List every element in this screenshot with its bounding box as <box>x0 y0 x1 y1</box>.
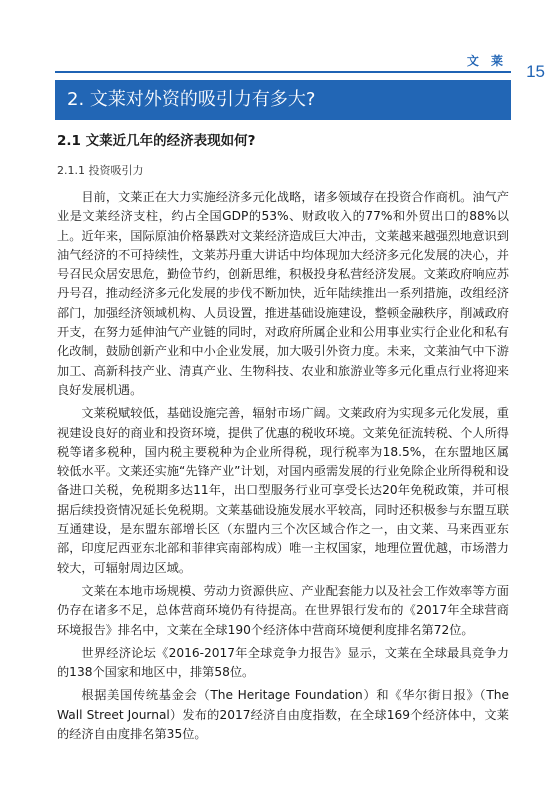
header-rule <box>55 71 511 73</box>
paragraph: 文莱在本地市场规模、劳动力资源供应、产业配套能力以及社会工作效率等方面仍存在诸多不足，总体营商环境仍有待提高。在世界银行发布的《2017年全球营商环境报告》排名中，文莱在全球190个经济体中营商环境便利度排名第72位。 <box>57 583 509 637</box>
body-text <box>57 188 509 748</box>
subsubsection-title: 2.1.1 投资吸引力 <box>57 164 144 177</box>
paragraph: 根据美国传统基金会（The Heritage Foundation）和《华尔街日报》（The Wall Street Journal）发布的2017经济自由度指数，在全球169个经济体中，文莱的经济自由度排名第35位。 <box>57 688 509 742</box>
page-number: 15 <box>526 62 545 81</box>
paragraph: 目前，文莱正在大力实施经济多元化战略，诸多领域存在投资合作商机。油气产业是文莱经济支柱，约占全国GDP的53%、财政收入的77%和外贸出口的88%以上。近年来，国际原油价格暴跌对文莱经济造成巨大冲击，文莱越来越强烈地意识到油气经济的不可持续性，文莱苏丹重大讲话中均体现加大经济多元化发展的决心，并号召民众居安思危，勤俭节约，创新思维，积极投身私营经济发展。文莱政府响应苏丹号召，推动经济多元化发展的步伐不断加快，近年陆续推出一系列措施，改组经济部门，加强经济领域机构、人员设置，推进基础设施建设，整顿金融秩序，削减政府开支，在努力延伸油气产业链的同时，对政府所属企业和公用事业实行企业化和私有化改制，鼓励创新产业和中小企业发展，加大吸引外资力度。未来，文莱油气中下游加工、高新科技产业、清真产业、生物科技、农业和旅游业等多元化重点行业将迎来良好发展机遇。 <box>57 190 509 397</box>
section-title-banner <box>55 80 511 120</box>
subsection-title: 2.1 文莱近几年的经济表现如何? <box>57 133 256 149</box>
running-header: 文 莱 <box>466 54 507 68</box>
paragraph: 世界经济论坛《2016-2017年全球竞争力报告》显示，文莱在全球最具竞争力的138个国家和地区中，排第58位。 <box>57 645 509 680</box>
paragraph: 文莱税赋较低，基础设施完善，辐射市场广阔。文莱政府为实现多元化发展，重视建设良好的商业和投资环境，提供了优惠的税收环境。文莱免征流转税、个人所得税等诸多税种，国内税主要税种为企业所得税，现行税率为18.5%，在东盟地区属较低水平。文莱还实施“先锋产业”计划，对国内亟需发展的行业免除企业所得税和设备进口关税，免税期多达11年，出口型服务行业可享受长达20年免税政策，并可根据后续投资情况延长免税期。文莱基础设施发展水平较高，同时还积极参与东盟互联互通建设，是东盟东部增长区（东盟内三个次区域合作之一，由文莱、马来西亚东部，印度尼西亚东北部和菲律宾南部构成）唯一主权国家，地理位置优越，市场潜力较大，可辐射周边区域。 <box>57 406 509 575</box>
section-title: 2. 文莱对外资的吸引力有多大? <box>67 89 316 110</box>
